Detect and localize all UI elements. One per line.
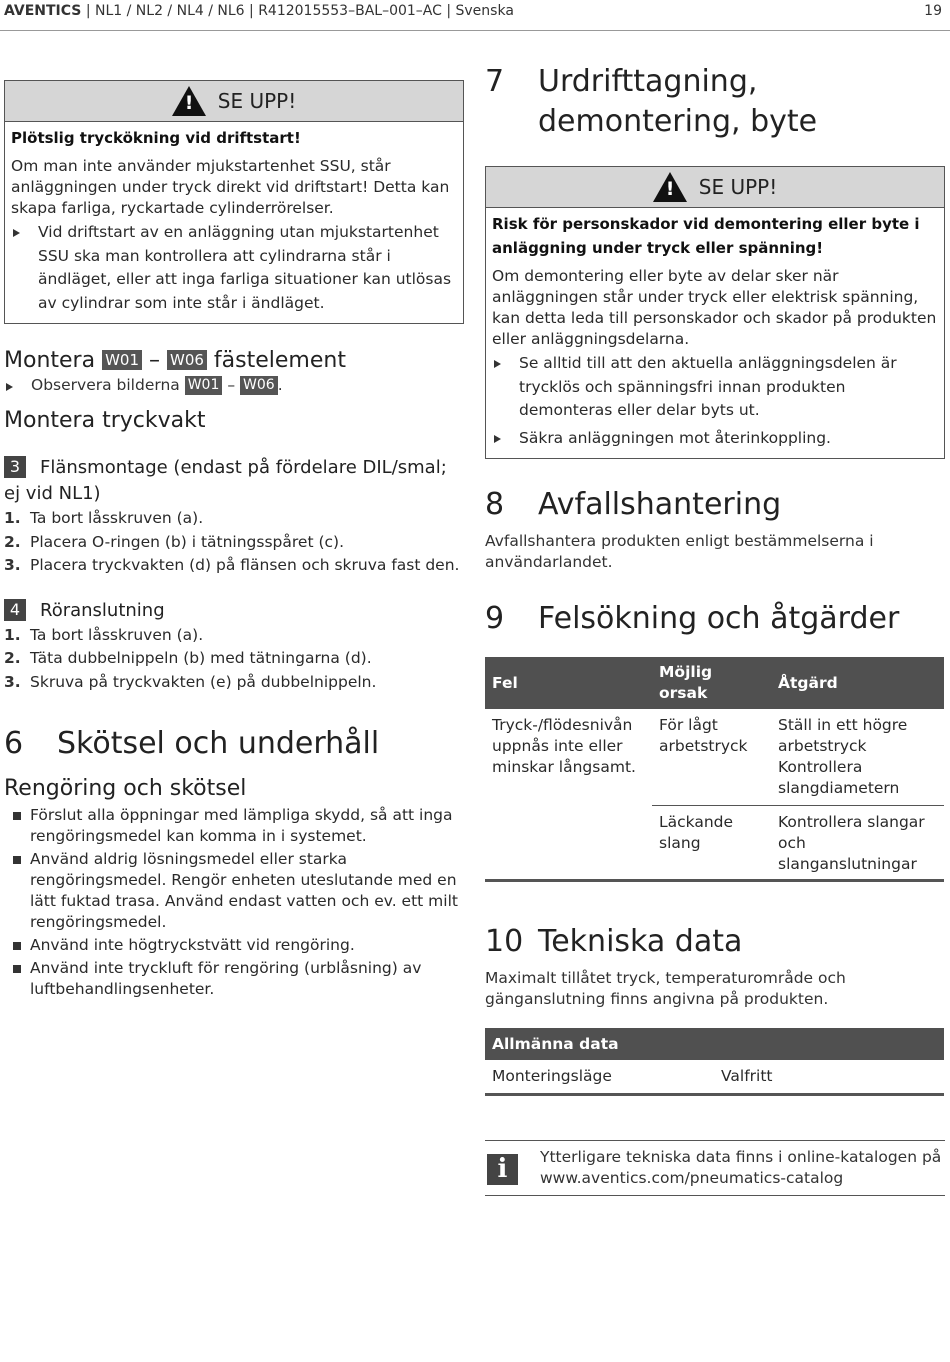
warning-action: Säkra anläggningen mot återinkoppling. — [492, 427, 938, 451]
chapter-title: Skötsel och underhåll — [57, 726, 380, 761]
warning-header — [5, 81, 463, 122]
brand-name: AVENTICS — [4, 3, 82, 19]
item-text: Ta bort låsskruven (a). — [30, 509, 204, 527]
fastener-instruction — [4, 375, 464, 396]
item-number: 2. — [4, 649, 21, 667]
chapter-10-heading — [485, 922, 945, 962]
list-item — [4, 554, 464, 578]
list-item — [4, 671, 464, 695]
warning-header — [486, 167, 944, 208]
chapter-title: Avfallshantering — [538, 487, 782, 522]
step-3-heading — [4, 455, 464, 507]
item-text: Placera tryckvakten (d) på flänsen och skruva fast den. — [30, 556, 460, 574]
table-cell-cause: För lågt arbetstryck — [652, 709, 771, 806]
chapter-6-heading — [4, 724, 464, 764]
page-number: 19 — [924, 3, 942, 19]
table-cell-key: Monteringsläge — [485, 1060, 714, 1095]
item-number: 2. — [4, 532, 21, 551]
step-3-list — [4, 507, 464, 578]
warning-box-startup — [4, 80, 464, 324]
warning-label: SE UPP! — [217, 89, 297, 113]
warning-text: Om demontering eller byte av delar sker när anläggningen står under tryck eller elektrisk spänning, kan detta leda till personskador och skador på produkten eller anläggningsdelarna. — [492, 267, 937, 348]
header-divider — [0, 30, 950, 31]
list-item — [4, 624, 464, 648]
warning-action: Vid driftstart av en anläggning utan mjukstartenhet SSU ska man kontrollera att cylindrarna står i ändläget, eller att inga farliga situationer kan utlösas av cylindrar som inte står i ändläget. — [11, 221, 457, 315]
chapter-number: 8 — [485, 487, 505, 522]
column-header: Åtgärd — [771, 657, 944, 709]
chapter-number: 6 — [4, 726, 24, 761]
figure-tag-w06: W06 — [240, 376, 278, 395]
list-item: Använd aldrig lösningsmedel eller starka rengöringsmedel. Rengör enheten uteslutande med en lätt fuktad trasa. Använd endast vatten och ev. ett milt rengöringsmedel. — [4, 849, 464, 933]
chapter-title: Tekniska data — [538, 924, 743, 959]
chapter-number: 7 — [485, 64, 505, 99]
period: . — [277, 376, 283, 394]
step-title: Röranslutning — [40, 599, 165, 621]
list-item: Använd inte högtryckstvätt vid rengöring. — [4, 935, 464, 956]
table-cell-cause: Läckande slang — [652, 806, 771, 881]
general-data-table — [485, 1028, 944, 1096]
dash: – — [227, 376, 236, 394]
tech-data-text: Maximalt tillåtet tryck, temperaturområde och gänganslutning finns angivna på produkten. — [485, 969, 846, 1008]
list-item — [4, 531, 464, 555]
chapter-title — [538, 62, 817, 142]
warning-triangle-icon: ! — [172, 86, 206, 116]
list-item: Använd inte tryckluft för rengöring (urblåsning) av luftbehandlingsenheter. — [4, 958, 464, 1000]
mount-switch-heading: Montera tryckvakt — [4, 408, 206, 433]
table-cell-value: Valfritt — [714, 1060, 944, 1095]
heading-text: fästelement — [213, 348, 346, 373]
info-note — [485, 1140, 945, 1196]
item-text: Skruva på tryckvakten (e) på dubbelnippeln. — [30, 672, 377, 691]
left-column — [4, 80, 464, 1002]
warning-title: Risk för personskador vid demontering eller byte i anläggning under tryck eller spänning! — [492, 215, 920, 257]
list-item — [4, 647, 464, 671]
cleaning-list — [4, 805, 464, 1000]
warning-triangle-icon: ! — [653, 172, 687, 202]
warning-body — [486, 208, 944, 458]
list-item: Förslut alla öppningar med lämpliga skydd, så att inga rengöringsmedel kan komma in i systemet. — [4, 805, 464, 847]
instruction-text: Observera bilderna — [31, 376, 180, 394]
header-title — [4, 3, 514, 19]
chapter-number: 9 — [485, 601, 505, 636]
item-text: Täta dubbelnippeln (b) med tätningarna (d). — [30, 649, 372, 667]
chapter-7-heading — [485, 62, 945, 142]
table-cell-action: Kontrollera slangar och slanganslutningar — [771, 806, 944, 881]
cleaning-heading: Rengöring och skötsel — [4, 776, 247, 801]
chapter-8-heading — [485, 485, 945, 525]
warning-label: SE UPP! — [698, 175, 778, 199]
table-row — [485, 709, 944, 806]
chapter-number: 10 — [485, 924, 524, 959]
warning-text: Om man inte använder mjukstartenhet SSU, står anläggningen under tryck direkt vid driftstart! Detta kan skapa farliga, ryckartade cylinderrörelser. — [11, 157, 450, 217]
figure-tag-w01: W01 — [185, 376, 223, 395]
warning-body — [5, 122, 463, 323]
mount-fasteners-heading — [4, 348, 464, 373]
chapter-9-heading — [485, 599, 945, 639]
column-header: Möjlig orsak — [652, 657, 771, 709]
table-header-row — [485, 1028, 944, 1060]
disposal-text: Avfallshantera produkten enligt bestämmelserna i användarlandet. — [485, 532, 874, 571]
heading-text: Montera — [4, 348, 96, 373]
table-row — [485, 1060, 944, 1095]
item-number: 3. — [4, 672, 21, 691]
dash: – — [149, 348, 160, 373]
info-icon: i — [487, 1154, 518, 1185]
list-item — [4, 507, 464, 531]
figure-tag-w06: W06 — [167, 350, 207, 370]
item-text: Placera O-ringen (b) i tätningsspåret (c). — [30, 532, 345, 551]
warning-box-dismantling — [485, 166, 945, 459]
step-number: 3 — [4, 456, 26, 478]
troubleshooting-table — [485, 657, 944, 882]
step-title: Flänsmontage (endast på fördelare DIL/smal; ej vid NL1) — [4, 457, 447, 504]
table-cell-fault: Tryck-/flödesnivån uppnås inte eller minskar långsamt. — [485, 709, 652, 881]
info-text: Ytterligare tekniska data finns i online-katalogen på www.aventics.com/pneumatics-catalog — [540, 1148, 942, 1187]
page-header — [4, 0, 942, 22]
step-number: 4 — [4, 599, 26, 621]
table-cell-action: Ställ in ett högre arbetstryck Kontrollera slangdiametern — [771, 709, 944, 806]
right-column — [485, 62, 945, 1196]
table-header-row — [485, 657, 944, 709]
header-doc-info: | NL1 / NL2 / NL4 / NL6 | R412015553–BAL–001–AC | Svenska — [81, 3, 514, 19]
column-header: Fel — [485, 657, 652, 709]
figure-tag-w01: W01 — [102, 350, 142, 370]
item-text: Ta bort låsskruven (a). — [30, 625, 204, 644]
title-line: demontering, byte — [538, 104, 818, 139]
column-header: Allmänna data — [485, 1028, 944, 1060]
warning-title: Plötslig tryckökning vid driftstart! — [11, 129, 301, 147]
item-number: 3. — [4, 556, 21, 574]
item-number: 1. — [4, 625, 21, 644]
title-line: Urdrifttagning, — [538, 64, 758, 99]
warning-action: Se alltid till att den aktuella anläggningsdelen är trycklös och spänningsfri innan produkten demonteras eller delar byts ut. — [492, 352, 938, 423]
item-number: 1. — [4, 509, 21, 527]
step-4-list — [4, 624, 464, 695]
chapter-title: Felsökning och åtgärder — [538, 601, 900, 636]
step-4-heading — [4, 598, 464, 624]
